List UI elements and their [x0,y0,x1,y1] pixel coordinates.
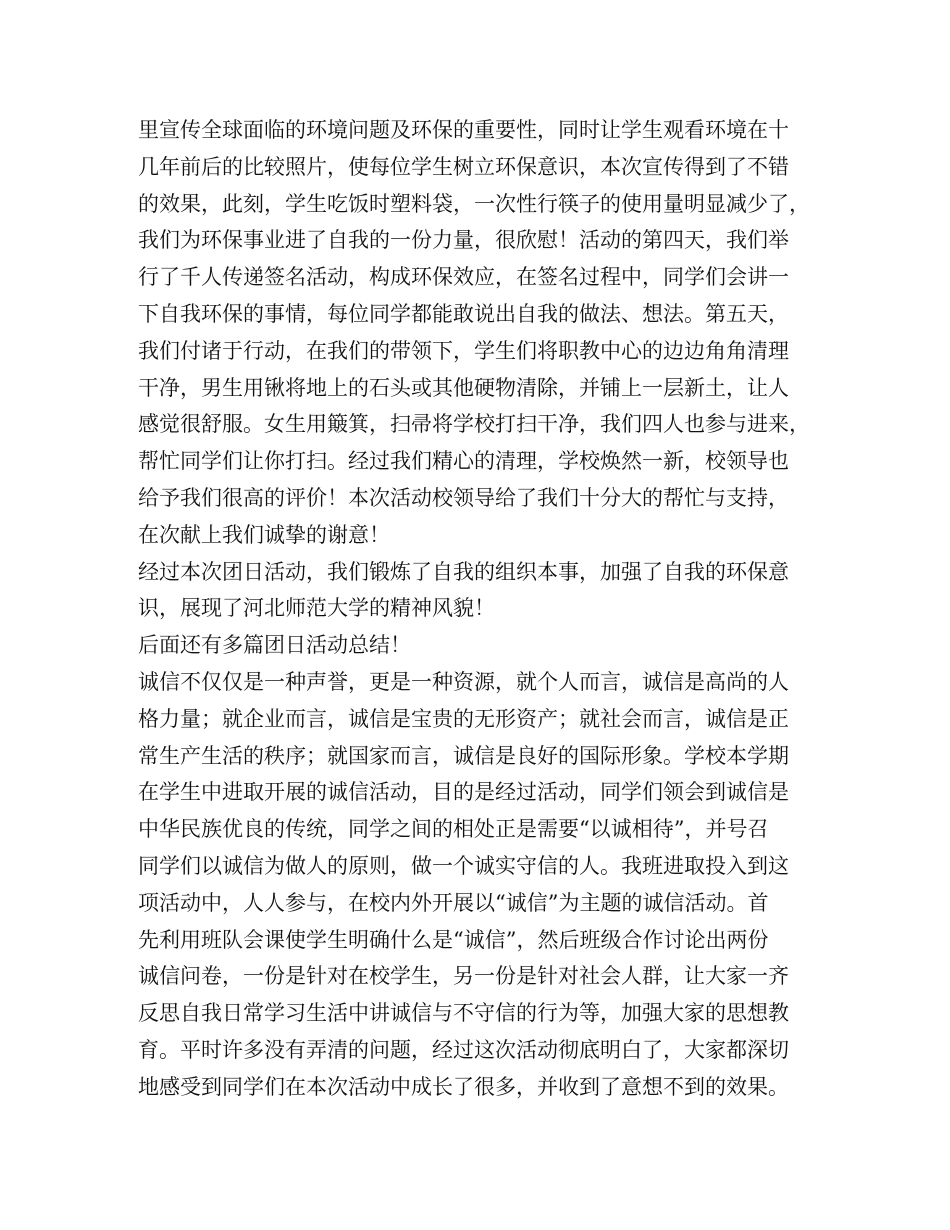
text-line: 诚信问卷，一份是针对在校学生，另一份是针对社会人群，让大家一齐 [138,964,789,989]
text-line: 格力量；就企业而言，诚信是宝贵的无形资产；就社会而言，诚信是正 [138,706,789,731]
text-line: 地感受到同学们在本次活动中成长了很多，并收到了意想不到的效果。 [138,1074,789,1099]
text-line: 干净，男生用锹将地上的石头或其他硬物清除，并铺上一层新土，让人 [138,375,789,400]
text-line: 感觉很舒服。女生用簸箕，扫帚将学校打扫干净，我们四人也参与进来， [138,412,810,437]
text-line: 我们为环保事业进了自我的一份力量，很欣慰！活动的第四天，我们举 [138,228,789,253]
text-line: 先利用班队会课使学生明确什么是“诚信”，然后班级合作讨论出两份 [138,927,769,952]
text-line: 我们付诸于行动，在我们的带领下，学生们将职教中心的边边角角清理 [138,338,789,363]
text-line: 育。平时许多没有弄清的问题，经过这次活动彻底明白了，大家都深切 [138,1037,789,1062]
text-line: 里宣传全球面临的环境问题及环保的重要性，同时让学生观看环境在十 [138,118,789,142]
text-line: 同学们以诚信为做人的原则，做一个诚实守信的人。我班进取投入到这 [138,853,789,878]
body-text [138,112,838,1106]
text-line: 后面还有多篇团日活动总结！ [138,633,411,658]
text-line: 行了千人传递签名活动，构成环保效应，在签名过程中，同学们会讲一 [138,265,789,290]
text-line: 诚信不仅仅是一种声誉，更是一种资源，就个人而言，诚信是高尚的人 [138,669,789,694]
text-line: 项活动中，人人参与，在校内外开展以“诚信”为主题的诚信活动。首 [138,890,769,915]
text-line: 常生产生活的秩序；就国家而言，诚信是良好的国际形象。学校本学期 [138,743,789,768]
text-line: 识，展现了河北师范大学的精神风貌！ [138,596,495,621]
text-line: 给予我们很高的评价！本次活动校领导给了我们十分大的帮忙与支持， [138,485,789,510]
text-line: 帮忙同学们让你打扫。经过我们精心的清理，学校焕然一新，校领导也 [138,449,789,474]
text-line: 的效果，此刻，学生吃饭时塑料袋，一次性行筷子的使用量明显减少了， [138,191,810,216]
text-line: 反思自我日常学习生活中讲诚信与不守信的行为等，加强大家的思想教 [138,1001,789,1026]
text-line: 在次献上我们诚挚的谢意！ [138,522,390,547]
text-line: 中华民族优良的传统，同学之间的相处正是需要“以诚相待”，并号召 [138,817,769,842]
text-line: 经过本次团日活动，我们锻炼了自我的组织本事，加强了自我的环保意 [138,559,789,584]
text-line: 几年前后的比较照片，使每位学生树立环保意识，本次宣传得到了不错 [138,154,789,179]
text-line: 下自我环保的事情，每位同学都能敢说出自我的做法、想法。第五天， [138,301,789,326]
text-line: 在学生中进取开展的诚信活动，目的是经过活动，同学们领会到诚信是 [138,780,789,805]
